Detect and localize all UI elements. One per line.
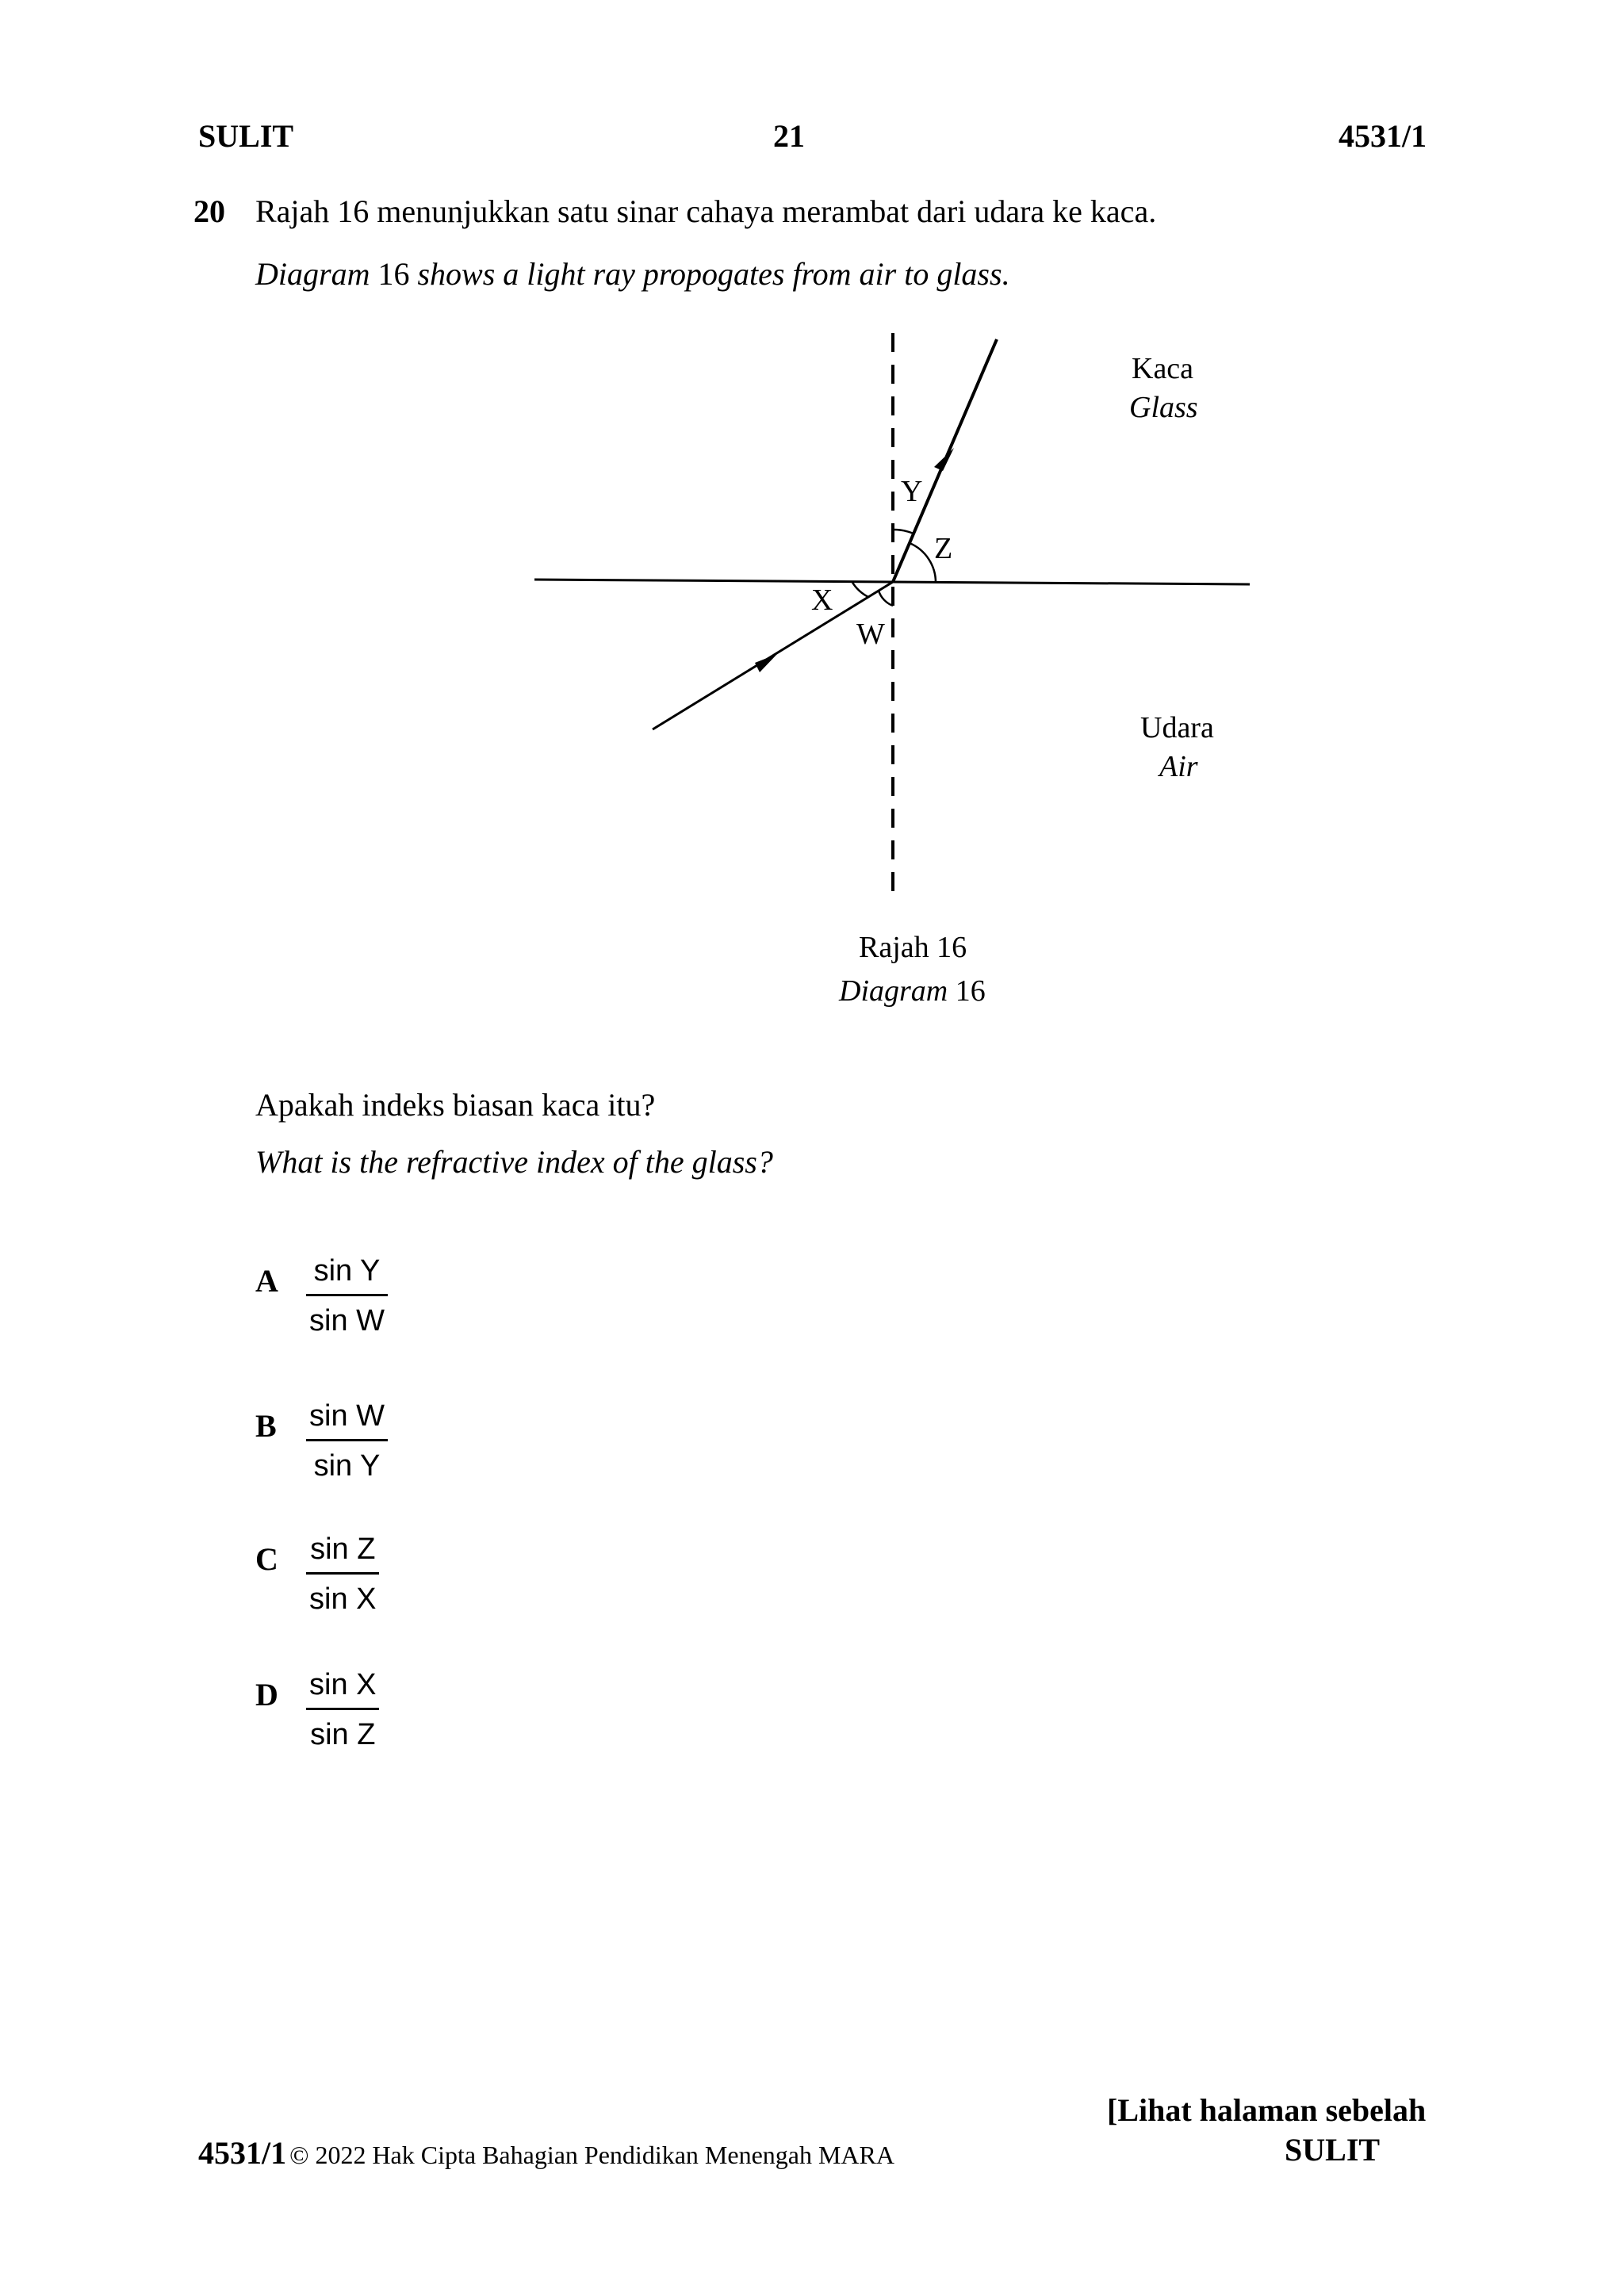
footer-sulit: SULIT	[1285, 2132, 1381, 2168]
option-d-denominator: sin Z	[310, 1718, 376, 1751]
option-a-numerator: sin Y	[313, 1254, 381, 1288]
option-b-letter: B	[255, 1408, 277, 1444]
header-paper-code: 4531/1	[1339, 118, 1427, 154]
option-b-denominator: sin Y	[313, 1449, 381, 1483]
question-number: 20	[193, 193, 225, 229]
fraction-bar	[306, 1294, 388, 1296]
option-c-denominator: sin X	[309, 1582, 377, 1616]
glass-label-malay: Kaca	[1132, 352, 1194, 385]
angle-arc-z	[910, 543, 936, 583]
question-en-diagram-number: 16	[377, 256, 410, 292]
angle-arc-x	[852, 581, 868, 597]
footer-next-page: [Lihat halaman sebelah	[1107, 2092, 1427, 2128]
fraction-bar	[306, 1439, 388, 1441]
caption-diagram-number: 16	[955, 974, 986, 1008]
angle-arc-y	[893, 530, 914, 534]
footer-left	[198, 2134, 894, 2172]
footer-paper-code: 4531/1	[198, 2135, 287, 2171]
incident-arrowhead	[755, 654, 777, 672]
header-page-number: 21	[773, 118, 805, 154]
option-a-letter: A	[255, 1263, 278, 1299]
question-en-rest: shows a light ray propogates from air to glass.	[417, 256, 1010, 292]
option-d-letter: D	[255, 1677, 278, 1712]
question-en-diagram-word: Diagram	[255, 256, 370, 292]
option-b-numerator: sin W	[309, 1399, 385, 1433]
option-a-fraction	[306, 1256, 388, 1336]
angle-label-y: Y	[901, 475, 923, 508]
prompt-english: What is the refractive index of the glass?	[255, 1144, 773, 1180]
option-c-letter: C	[255, 1541, 278, 1577]
option-a-denominator: sin W	[309, 1304, 385, 1337]
prompt-malay: Apakah indeks biasan kaca itu?	[255, 1087, 656, 1123]
diagram-caption-malay: Rajah 16	[859, 931, 967, 964]
incident-ray	[653, 582, 893, 729]
header-sulit: SULIT	[198, 118, 294, 154]
angle-arc-w	[879, 591, 893, 606]
glass-label-english: Glass	[1129, 391, 1198, 424]
fraction-bar	[306, 1572, 379, 1575]
caption-diagram-word: Diagram	[839, 974, 948, 1008]
question-text-malay: Rajah 16 menunjukkan satu sinar cahaya merambat dari udara ke kaca.	[255, 193, 1157, 229]
fraction-bar	[306, 1708, 379, 1710]
angle-label-x: X	[811, 584, 833, 617]
refracted-arrowhead	[934, 448, 954, 471]
air-label-malay: Udara	[1140, 711, 1214, 744]
option-c-fraction	[306, 1534, 379, 1614]
air-label-english: Air	[1159, 750, 1198, 783]
angle-label-z: Z	[934, 532, 953, 565]
option-d-numerator: sin X	[309, 1668, 377, 1701]
option-c-numerator: sin Z	[310, 1533, 376, 1566]
option-d-fraction	[306, 1670, 379, 1750]
option-b-fraction	[306, 1401, 388, 1481]
diagram-caption-english	[839, 974, 986, 1008]
footer-copyright: © 2022 Hak Cipta Bahagian Pendidikan Menengah MARA	[289, 2141, 894, 2169]
angle-label-w: W	[856, 618, 885, 651]
